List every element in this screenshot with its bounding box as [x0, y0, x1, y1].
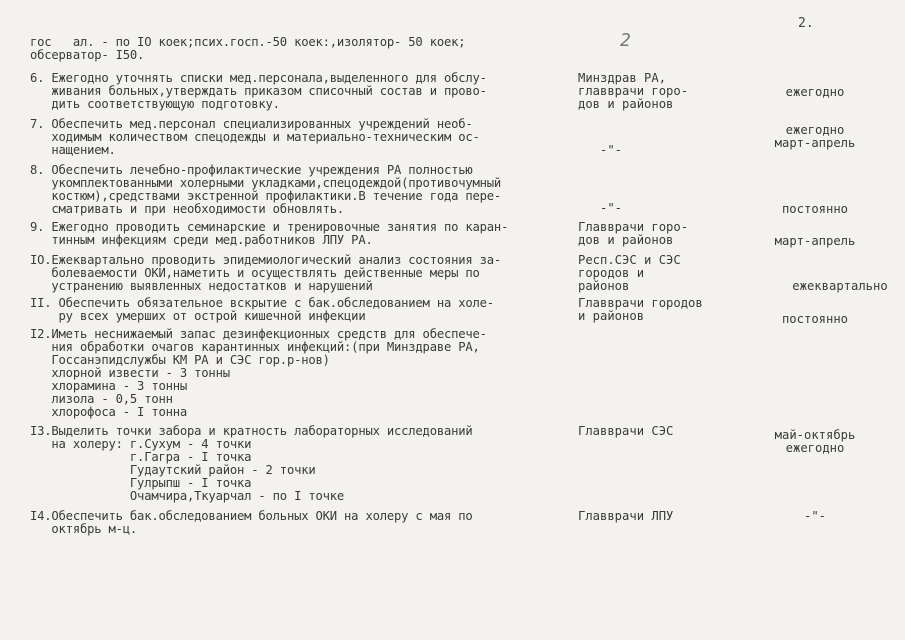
- item-responsible: Главврачи СЭС: [578, 424, 674, 438]
- item-text: II. Обеспечить обязательное вскрытие с бак.обследованием на холе- ру всех умерших от острой кишечной инфекции: [30, 296, 494, 323]
- item-term: ежегодно март-апрель: [774, 123, 856, 150]
- item-text: гос ал. - по IO коек;псих.госп.-50 коек:,изолятор- 50 коек; обсерватор- I50.: [30, 35, 466, 62]
- item-responsible: -"-: [578, 201, 623, 215]
- item-text: I2.Иметь неснижаемый запас дезинфекционных средств для обеспече- ния обработки очагов карантинных инфекций:(при Минздраве РА, Госсанэпидслужбы КМ РА и СЭС гор.р-нов) хлорной извести - 3 тонны хлорамина - 3 тонны лизола - 0,5 тонн хлорофоса - I тонна: [30, 327, 487, 419]
- item-text: IO.Ежеквартально проводить эпидемиологический анализ состояния за- болеваемости ОКИ,наметить и осуществлять действенные меры по устранению выявленных недостатков и нарушений: [30, 253, 502, 293]
- item-term: постоянно: [781, 202, 849, 216]
- item-text: I4.Обеспечить бак.обследованием больных ОКИ на холеру с мая по октябрь м-ц.: [30, 509, 473, 536]
- item-term: март-апрель: [774, 234, 856, 248]
- item-responsible: -"-: [578, 143, 623, 157]
- item-term: ежегодно: [785, 85, 845, 99]
- item-responsible: Главврачи горо- дов и районов: [578, 220, 689, 247]
- item-text: 6. Ежегодно уточнять списки мед.персонала,выделенного для обслу- живания больных,утверждать приказом списочный состав и прово- дить соответствующую подготовку.: [30, 71, 487, 111]
- item-responsible: Главврачи городов и районов: [578, 296, 703, 323]
- item-responsible: Главврачи ЛПУ: [578, 509, 674, 523]
- page-number: 2.: [798, 16, 814, 31]
- item-text: 8. Обеспечить лечебно-профилактические учреждения РА полностью укомплектованными холерными укладками,спецодеждой(противочумный костюм),средствами экстренной профилактики.В течение года пере- сматривать и при необходимости обновлять.: [30, 163, 502, 216]
- item-term: постоянно: [781, 312, 849, 326]
- item-responsible: Минздрав РА, главврачи горо- дов и районов: [578, 71, 689, 111]
- item-text: 7. Обеспечить мед.персонал специализированных учреждений необ- ходимым количеством спецодежды и материально-техническим ос- нащением.: [30, 117, 480, 157]
- item-term: ежеквартально: [792, 279, 888, 293]
- item-responsible: Респ.СЭС и СЭС городов и районов: [578, 253, 681, 293]
- item-term: май-октябрь ежегодно: [774, 428, 856, 455]
- item-term: -"-: [803, 509, 826, 523]
- item-text: 9. Ежегодно проводить семинарские и тренировочные занятия по каран- тинным инфекциям среди мед.работников ЛПУ РА.: [30, 220, 509, 247]
- item-text: I3.Выделить точки забора и кратность лабораторных исследований на холеру: г.Сухум - 4 точки г.Гагра - I точка Гудаутский район - 2 точки Гулрыпш - I точка Очамчира,Ткуарчал - по I точке: [30, 424, 473, 503]
- handwritten-mark: 2: [620, 30, 631, 51]
